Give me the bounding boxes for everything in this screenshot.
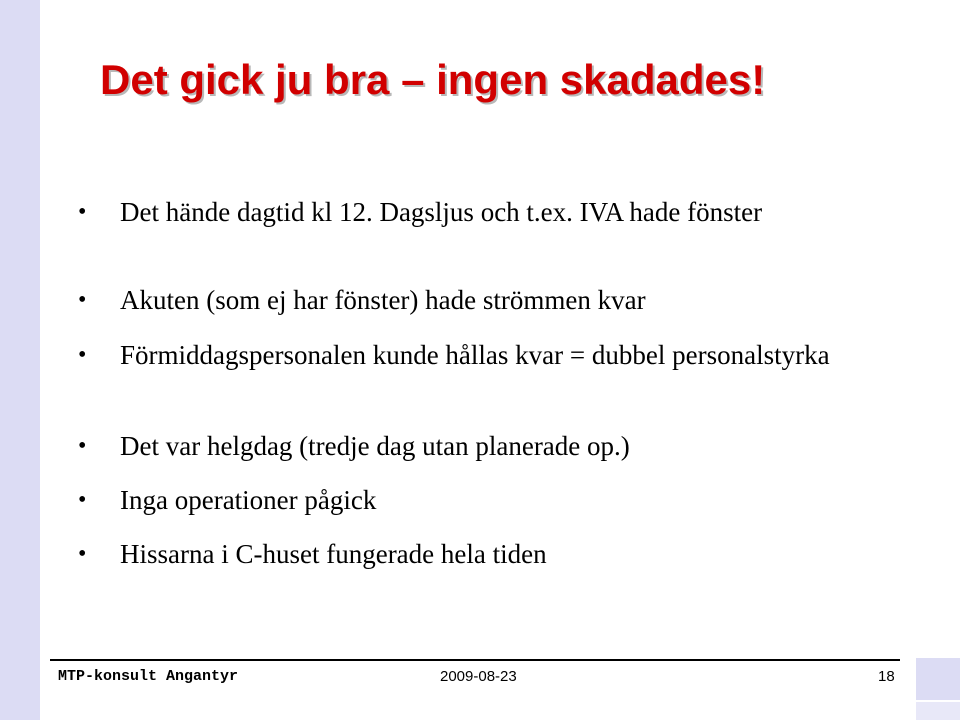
bullet-text: Akuten (som ej har fönster) hade strömmen kvar — [120, 285, 646, 315]
bullet-text: Förmiddagspersonalen kunde hållas kvar = dubbel personalstyrka — [120, 340, 830, 370]
bullet-item — [78, 532, 858, 576]
bullet-icon: • — [78, 342, 87, 368]
bullet-item — [78, 478, 858, 522]
slide-title: Det gick ju bra – ingen skadades! — [100, 56, 766, 103]
footer-divider — [50, 659, 900, 661]
corner-decoration — [916, 658, 960, 700]
footer-date: 2009-08-23 — [440, 668, 517, 685]
corner-decoration — [916, 702, 960, 720]
left-accent-bar — [0, 0, 40, 720]
bullet-text: Hissarna i C-huset fungerade hela tiden — [120, 539, 547, 569]
bullet-item — [78, 278, 858, 322]
bullet-text: Det hände dagtid kl 12. Dagsljus och t.ex. IVA hade fönster — [120, 197, 763, 227]
bullet-item — [78, 190, 858, 234]
footer-page-number: 18 — [878, 668, 895, 685]
bullet-icon: • — [78, 287, 87, 313]
bullet-text: Inga operationer pågick — [120, 485, 377, 515]
bullet-item — [78, 424, 858, 468]
footer-author: MTP-konsult Angantyr — [58, 668, 239, 685]
bullet-icon: • — [78, 541, 87, 567]
bullet-text: Det var helgdag (tredje dag utan planerade op.) — [120, 431, 630, 461]
bullet-item — [78, 333, 858, 377]
bullet-icon: • — [78, 487, 87, 513]
bullet-icon: • — [78, 433, 87, 459]
bullet-icon: • — [78, 199, 87, 225]
